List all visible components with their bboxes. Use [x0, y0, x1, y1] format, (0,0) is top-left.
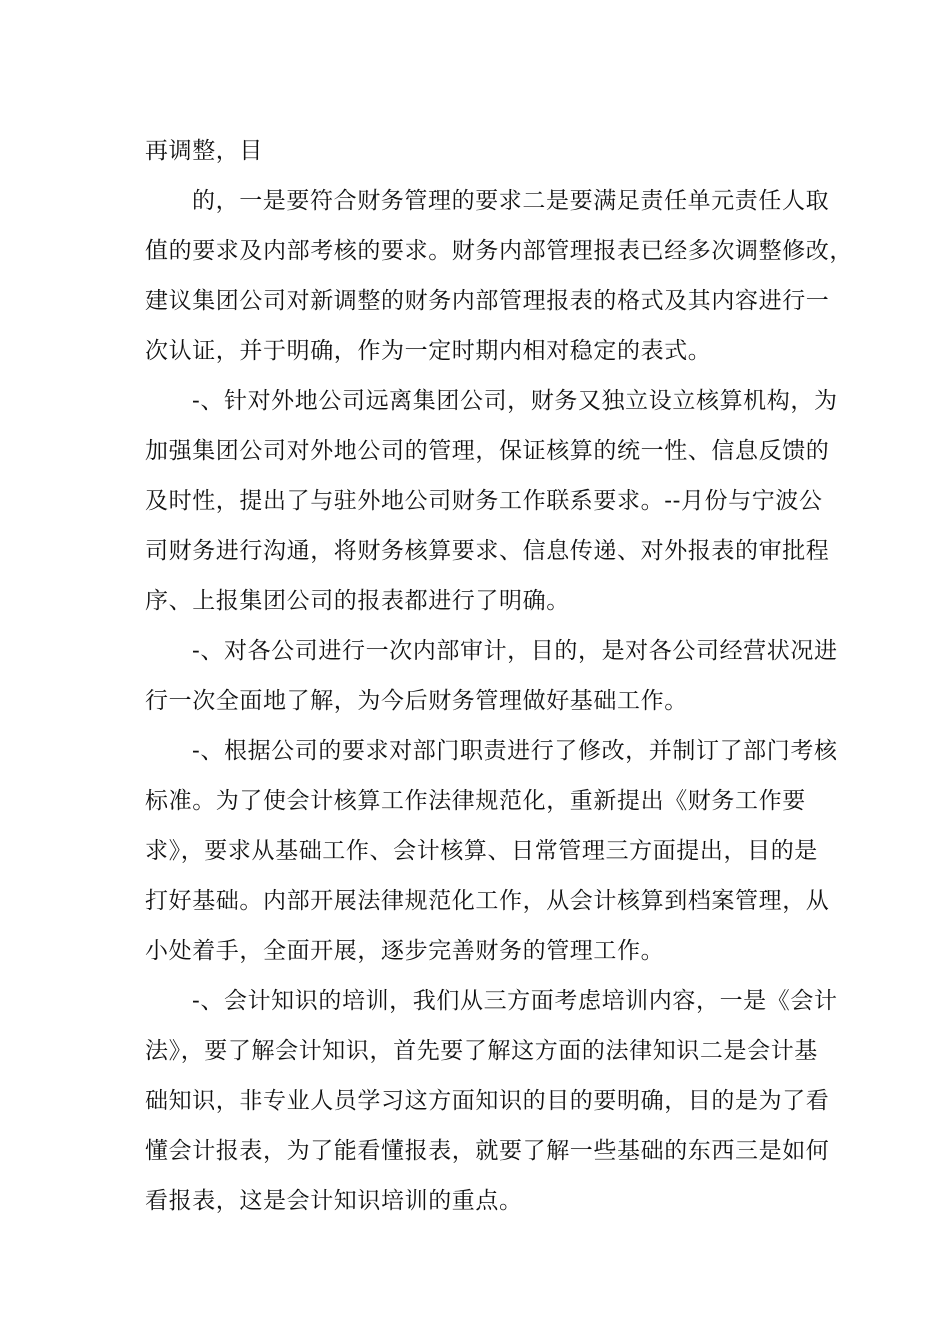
- text-line: 值的要求及内部考核的要求。财务内部管理报表已经多次调整修改，: [145, 238, 853, 264]
- text-line: 加强集团公司对外地公司的管理，保证核算的统一性、信息反馈的: [145, 438, 830, 464]
- text-line: 标准。为了使会计核算工作法律规范化，重新提出《财务工作要: [145, 788, 806, 814]
- text-line: 司财务进行沟通，将财务核算要求、信息传递、对外报表的审批程: [145, 538, 830, 564]
- text-line: 求》，要求从基础工作、会计核算、日常管理三方面提出，目的是: [145, 838, 818, 864]
- text-line: 础知识，非专业人员学习这方面知识的目的要明确，目的是为了看: [145, 1088, 830, 1114]
- text-line: 小处着手，全面开展，逐步完善财务的管理工作。: [145, 938, 665, 964]
- text-line: 及时性，提出了与驻外地公司财务工作联系要求。--月份与宁波公: [145, 488, 823, 514]
- text-line: 懂会计报表，为了能看懂报表，就要了解一些基础的东西三是如何: [145, 1138, 830, 1164]
- text-line: 打好基础。内部开展法律规范化工作，从会计核算到档案管理，从: [145, 888, 830, 914]
- text-line: 次认证，并于明确，作为一定时期内相对稳定的表式。: [145, 338, 712, 364]
- text-line: -、根据公司的要求对部门职责进行了修改，并制订了部门考核: [192, 738, 838, 764]
- text-line: 的，一是要符合财务管理的要求二是要满足责任单元责任人取: [192, 188, 830, 214]
- text-line: 法》，要了解会计知识，首先要了解这方面的法律知识二是会计基: [145, 1038, 818, 1064]
- text-line: 建议集团公司对新调整的财务内部管理报表的格式及其内容进行一: [145, 288, 830, 314]
- text-line: 看报表，这是会计知识培训的重点。: [145, 1188, 523, 1214]
- text-line: -、针对外地公司远离集团公司，财务又独立设立核算机构，为: [192, 388, 838, 414]
- text-line: -、对各公司进行一次内部审计，目的，是对各公司经营状况进: [192, 638, 838, 664]
- text-line: -、会计知识的培训，我们从三方面考虑培训内容，一是《会计: [192, 988, 838, 1014]
- text-line: 行一次全面地了解，为今后财务管理做好基础工作。: [145, 688, 688, 714]
- text-line: 再调整，目: [145, 138, 263, 164]
- text-line: 序、上报集团公司的报表都进行了明确。: [145, 588, 570, 614]
